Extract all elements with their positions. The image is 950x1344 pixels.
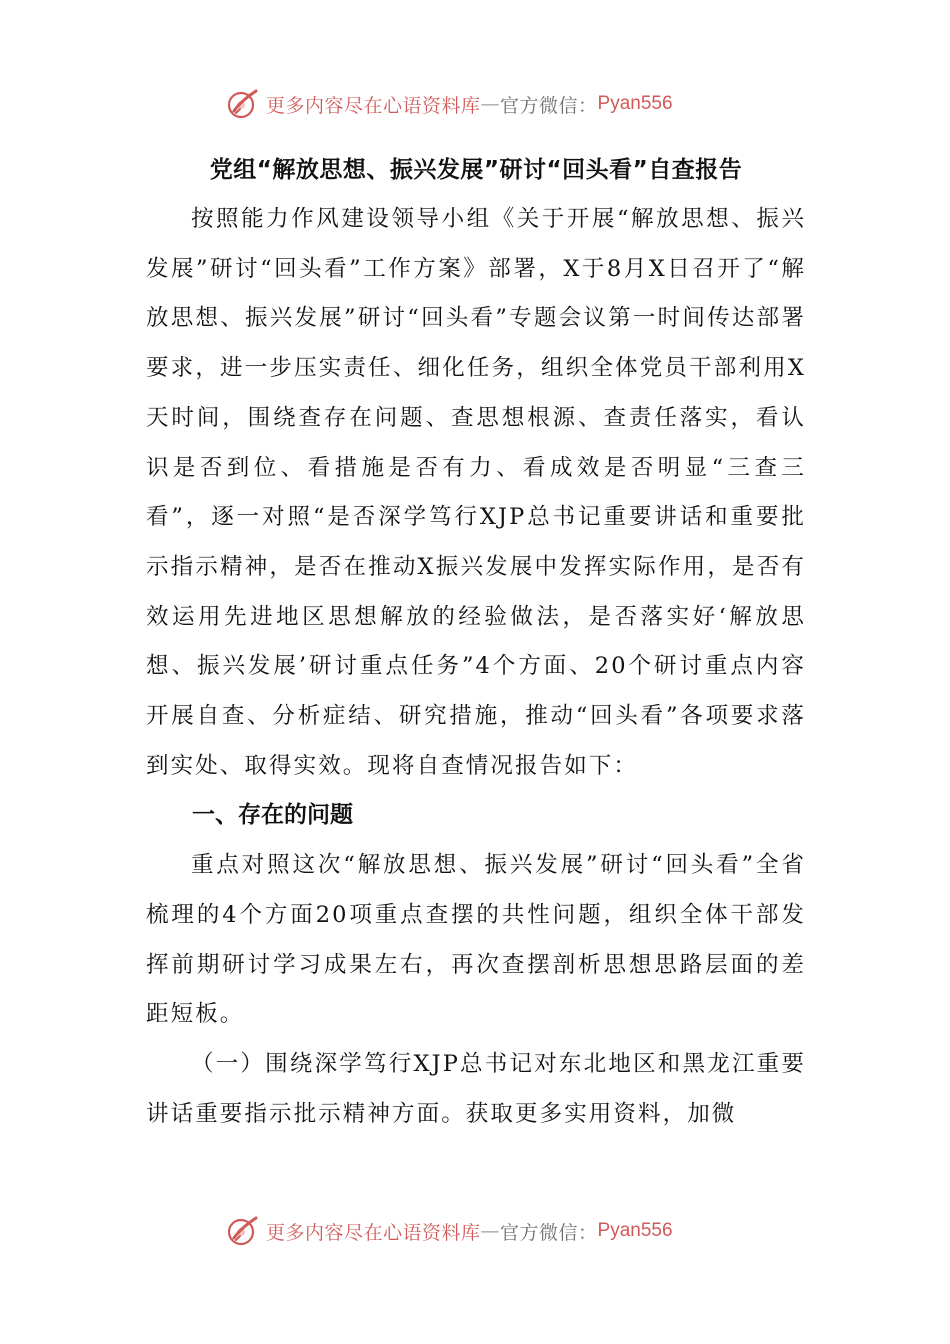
section-paragraph: 重点对照这次“解放思想、振兴发展”研讨“回头看”全省梳理的4个方面20项重点查摆的共性问题，组织全体干部发挥前期研讨学习成果左右，再次查摆剖析思想思路层面的差距短板。 bbox=[146, 852, 806, 1028]
banner-wechat-id: Pyan556 bbox=[597, 1220, 673, 1241]
banner-text: 更多内容尽在心语资料库 bbox=[266, 1221, 481, 1244]
section-heading: 一、存在的问题 bbox=[192, 802, 353, 829]
banner-separator: — bbox=[480, 1220, 501, 1242]
footer-banner bbox=[226, 1211, 746, 1251]
document-body bbox=[146, 145, 806, 1139]
banner-official-label: 官方微信： bbox=[500, 1221, 598, 1244]
intro-paragraph: 按照能力作风建设领导小组《关于开展“解放思想、振兴发展”研讨“回头看”工作方案》部署，X于8月X日召开了“解放思想、振兴发展”研讨“回头看”专题会议第一时间传达部署要求，进一步压实责任、细化任务，组织全体党员干部利用X天时间，围绕查存在问题、查思想根源、查责任落实，看认识是否到位、看措施是否有力、看成效是否明显“三查三看”，逐一对照“是否深学笃行XJP总书记重要讲话和重要批示指示精神，是否在推动X振兴发展中发挥实际作用，是否有效运用先进地区思想解放的经验做法，是否落实好‘解放思想、振兴发展’研讨重点任务”4个方面、20个研讨重点内容开展自查、分析症结、研究措施，推动“回头看”各项要求落到实处、取得实效。现将自查情况报告如下： bbox=[146, 206, 806, 779]
header-banner bbox=[226, 84, 746, 124]
document-title: 党组“解放思想、振兴发展”研讨“回头看”自查报告 bbox=[209, 157, 743, 183]
banner-text: 更多内容尽在心语资料库 bbox=[266, 94, 481, 117]
banner-separator: — bbox=[480, 93, 501, 115]
banner-wechat-id: Pyan556 bbox=[597, 93, 673, 114]
banner-official-label: 官方微信： bbox=[500, 94, 598, 117]
subsection-paragraph: （一）围绕深学笃行XJP总书记对东北地区和黑龙江重要讲话重要指示批示精神方面。获取更多实用资料，加微 bbox=[146, 1050, 806, 1127]
pen-logo-icon bbox=[226, 1214, 260, 1248]
pen-logo-icon bbox=[226, 87, 260, 121]
